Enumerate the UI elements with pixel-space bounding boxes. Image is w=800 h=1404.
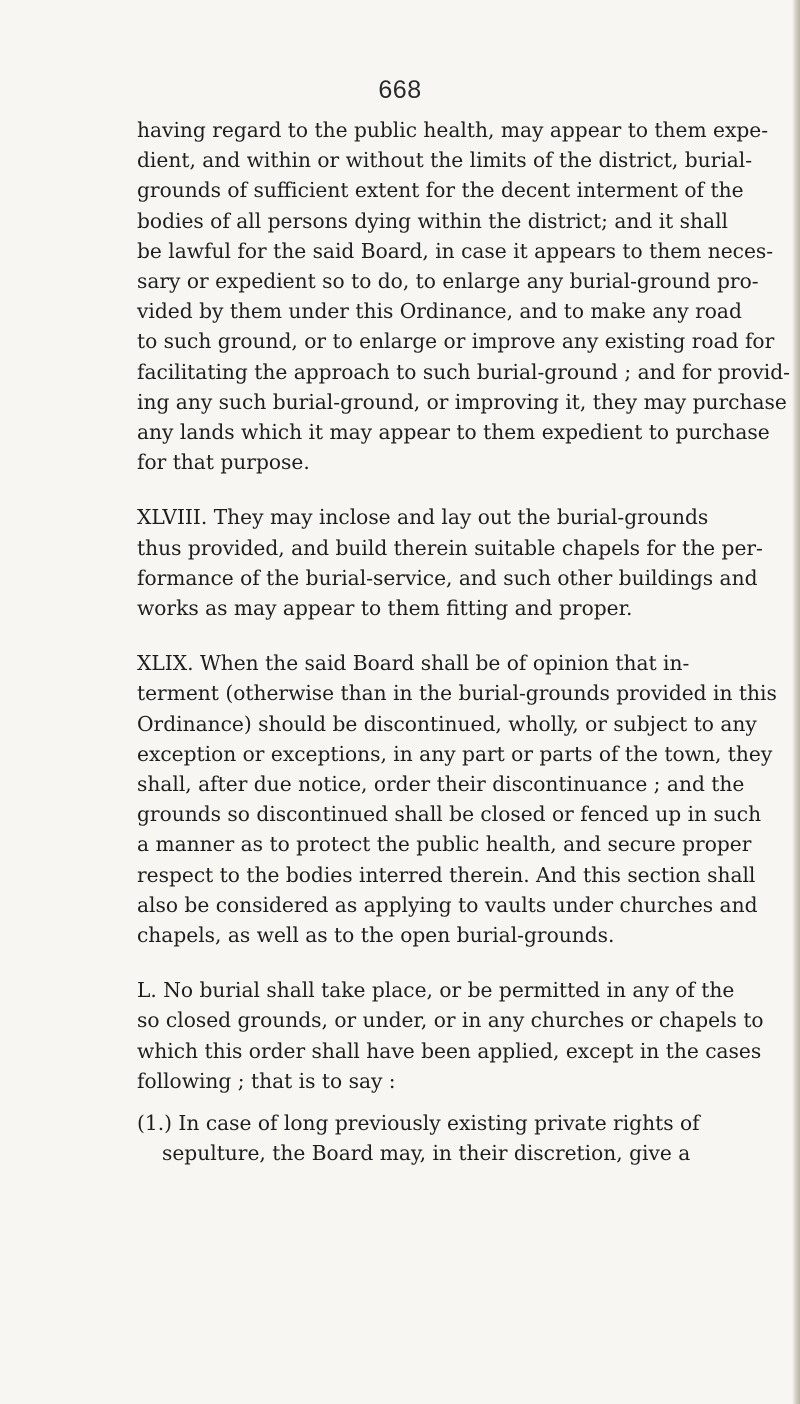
section-l: [137, 975, 764, 1096]
text-line: to such ground, or to enlarge or improve any existing road for: [137, 329, 775, 354]
text-line: formance of the burial-service, and such other buildings and: [137, 565, 758, 590]
text-line: Ordinance) should be discontinued, wholly, or subject to any: [137, 711, 757, 736]
text-line: facilitating the approach to such burial-ground ; and for provid-: [137, 359, 790, 384]
text-line: thus provided, and build therein suitable chapels for the per-: [137, 535, 763, 560]
paragraph-continuation: [137, 115, 790, 477]
text-line: following ; that is to say :: [137, 1068, 396, 1093]
paragraph-gap: [137, 477, 665, 502]
subclause-1: [137, 1108, 700, 1168]
text-line: a manner as to protect the public health, and secure proper: [137, 832, 752, 857]
paragraph-gap: [137, 950, 665, 975]
text-line: grounds of sufficient extent for the decent interment of the: [137, 178, 744, 203]
page-edge-shadow: [792, 0, 800, 1404]
text-line: also be considered as applying to vaults under churches and: [137, 892, 758, 917]
text-line: vided by them under this Ordinance, and to make any road: [137, 299, 742, 324]
text-line: exception or exceptions, in any part or parts of the town, they: [137, 741, 773, 766]
text-line: XLVIII. They may inclose and lay out the burial-grounds: [137, 505, 709, 530]
body-text: [137, 115, 790, 1169]
text-line: any lands which it may appear to them expedient to purchase: [137, 420, 770, 445]
text-line: be lawful for the said Board, in case it appears to them neces-: [137, 238, 774, 263]
text-line: terment (otherwise than in the burial-grounds provided in this: [137, 681, 777, 706]
text-line: chapels, as well as to the open burial-grounds.: [137, 923, 615, 948]
text-line: XLIX. When the said Board shall be of opinion that in-: [137, 651, 690, 676]
paragraph-gap: [137, 623, 665, 648]
text-line: which this order shall have been applied, except in the cases: [137, 1038, 762, 1063]
text-line: sary or expedient so to do, to enlarge any burial-ground pro-: [137, 269, 759, 294]
text-line: for that purpose.: [137, 450, 310, 475]
text-line: so closed grounds, or under, or in any churches or chapels to: [137, 1008, 764, 1033]
text-line: bodies of all persons dying within the district; and it shall: [137, 208, 728, 233]
section-xlix: [137, 648, 777, 950]
text-line: grounds so discontinued shall be closed or fenced up in such: [137, 802, 762, 827]
text-line: shall, after due notice, order their discontinuance ; and the: [137, 772, 745, 797]
text-line: works as may appear to them fitting and proper.: [137, 596, 633, 621]
text-line: L. No burial shall take place, or be permitted in any of the: [137, 978, 735, 1003]
section-xlviii: [137, 502, 763, 623]
paragraph-gap: [137, 1096, 665, 1108]
page-number: 668: [378, 76, 422, 104]
text-line: (1.) In case of long previously existing private rights of: [137, 1111, 700, 1136]
text-line: ing any such burial-ground, or improving it, they may purchase: [137, 389, 787, 414]
text-line: having regard to the public health, may appear to them expe-: [137, 118, 769, 142]
text-line: sepulture, the Board may, in their discretion, give a: [162, 1141, 691, 1166]
text-line: dient, and within or without the limits of the district, burial-: [137, 148, 753, 173]
text-line: respect to the bodies interred therein. And this section shall: [137, 862, 756, 887]
